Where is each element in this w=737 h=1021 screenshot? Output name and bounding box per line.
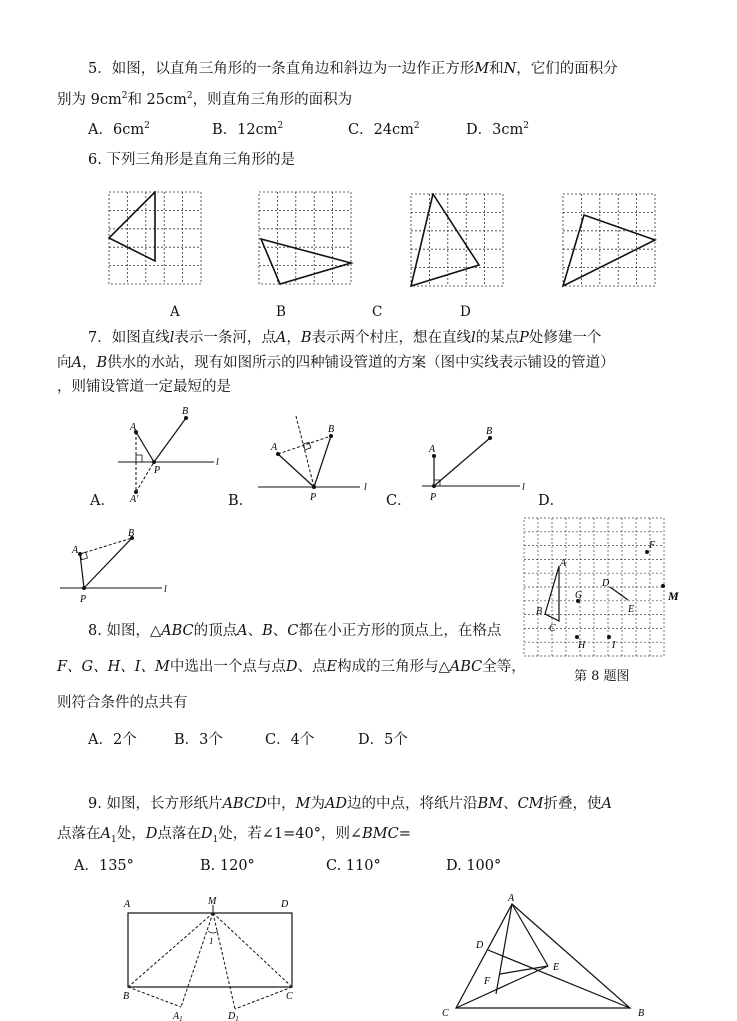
q9f2-label-a: A <box>508 893 515 904</box>
q8-text: 8. 如图， <box>88 623 150 639</box>
q7b-label-p: P <box>310 492 317 503</box>
q7-a: A <box>275 330 287 346</box>
q8-pt-i: I <box>612 640 616 651</box>
q5-option-b-wrap <box>212 122 283 137</box>
q6-stem: 6. 下列三角形是直角三角形的是 <box>88 152 295 168</box>
q5-option-c[interactable]: C．24cm <box>348 121 414 138</box>
q5-sup: 2 <box>186 91 193 101</box>
q9f1-label-one: 1 <box>209 936 214 946</box>
q8-line3: 则符合条件的点共有 <box>57 695 188 711</box>
q8-line1 <box>88 624 501 639</box>
q8-e: E <box>326 659 338 675</box>
q6-grid-a[interactable] <box>108 191 204 287</box>
q9-a1: A <box>100 826 111 842</box>
q7-text: 表示一条河，点 <box>174 330 276 346</box>
q6-label-a[interactable]: A <box>170 304 180 320</box>
q9f1-label-b: B <box>123 991 130 1002</box>
q9f2-label-f: F <box>484 976 491 987</box>
q5-line2 <box>57 92 352 107</box>
q9f1-label-a: A <box>124 899 131 910</box>
q6-label-b[interactable]: B <box>276 304 286 320</box>
q9f1-label-d1: $D_1$ <box>228 1011 239 1021</box>
q7-comma: ， <box>81 355 97 371</box>
q8-a: A <box>237 623 248 639</box>
q5-area1: 别为 9cm <box>57 91 122 108</box>
q6-triangle-b <box>261 239 351 284</box>
q7-text: 向 <box>57 355 72 371</box>
q5-sup: 2 <box>413 121 420 131</box>
q8-pt-e: E <box>628 604 635 615</box>
q8-option-b[interactable]: B．3个 <box>174 732 223 748</box>
q9-text: 折叠，使 <box>543 796 602 812</box>
q9-text: 边的中点，将纸片沿 <box>347 796 478 812</box>
q9-abcd: ABCD <box>222 796 267 812</box>
q7a-label-a: A <box>130 422 137 433</box>
q7d-label-a: A <box>72 545 79 556</box>
q8-option-c[interactable]: C．4个 <box>265 732 315 748</box>
q7-line1 <box>88 331 601 346</box>
q8-dun: 、 <box>247 623 263 639</box>
q9-figure-triangle <box>436 890 652 1021</box>
q9-sub: 1 <box>110 834 117 845</box>
q7c-label-a: A <box>429 444 436 455</box>
q8-dun: 、 <box>272 623 288 639</box>
q9-figure-rectangle <box>118 893 308 1021</box>
q5-n: N <box>503 61 517 77</box>
q7-option-d[interactable]: D． <box>538 493 565 509</box>
q7d-label-b: B <box>128 528 135 539</box>
q7b-label-b: B <box>328 424 335 435</box>
q5-options <box>88 122 150 137</box>
q8-option-d[interactable]: D．5个 <box>358 732 408 748</box>
q9-ad: AD <box>324 796 348 812</box>
q6-triangle-d <box>563 215 655 286</box>
q8-pt-m: M <box>668 589 679 603</box>
q7b-label-a: A <box>271 442 278 453</box>
q9-d1: D <box>200 826 213 842</box>
q8-figure-grid <box>522 516 688 660</box>
q5-option-c-wrap <box>348 122 420 137</box>
q9-option-c[interactable]: C. 110° <box>326 858 381 874</box>
q7d-label-p: P <box>80 594 87 605</box>
q7-option-a[interactable]: A． <box>90 493 115 509</box>
q9-text: 点落在 <box>157 826 201 842</box>
q5-option-a[interactable]: A．6cm <box>88 121 145 138</box>
q8-pt-d: D <box>602 578 610 589</box>
q9-option-d[interactable]: D. 100° <box>446 858 502 874</box>
q7a-label-p: P <box>154 465 161 476</box>
q7-text: 的某点 <box>475 330 520 346</box>
q6-triangle-a <box>109 192 155 261</box>
q6-triangle-c <box>411 194 479 286</box>
q7-figure-c <box>420 424 532 504</box>
q8-points: F、G、H、I、M <box>57 659 170 675</box>
q9-text: 处，若∠1=40°，则∠ <box>218 826 363 842</box>
q5-m: M <box>474 61 490 77</box>
q9-line1 <box>88 797 612 812</box>
q5-text-b: ，它们的面积分 <box>516 61 618 77</box>
q7c-label-p: P <box>430 492 437 503</box>
q8-pt-g: G <box>575 590 583 601</box>
q7-text: 表示两个村庄，想在直线 <box>311 330 472 346</box>
q6-grid-b[interactable] <box>258 191 354 287</box>
q7-option-c[interactable]: C． <box>386 493 412 509</box>
q8-option-a[interactable]: A．2个 <box>88 732 137 748</box>
q9-bm: BM <box>477 796 504 812</box>
q7-l: l <box>471 330 476 346</box>
q8-pt-c: C <box>549 623 556 634</box>
q8-fig-caption: 第 8 题图 <box>574 669 630 684</box>
q9-cm: CM <box>517 796 544 812</box>
q8-line2 <box>57 660 526 675</box>
q9f2-label-c: C <box>442 1008 449 1019</box>
q8-tri: △ABC <box>438 659 483 675</box>
q5-sup: 2 <box>144 121 150 131</box>
q9-m: M <box>295 796 311 812</box>
q5-ask: ，则直角三角形的面积为 <box>192 91 353 108</box>
q8-text: 中选出一个点与点 <box>169 659 286 675</box>
q5-area2: 和 25cm <box>127 91 187 108</box>
q5-option-b[interactable]: B．12cm <box>212 121 278 138</box>
q7-figure-b <box>256 414 376 504</box>
q9f1-label-d: D <box>281 899 289 910</box>
q9f2-label-e: E <box>553 962 560 973</box>
q9f1-label-c: C <box>286 991 293 1002</box>
q7b-label-l: l <box>364 482 367 493</box>
q7c-label-b: B <box>486 426 493 437</box>
q8-pt-h: H <box>578 640 586 651</box>
q7-p: P <box>519 330 529 346</box>
q5-line1 <box>88 62 618 77</box>
q7-b: B <box>300 330 312 346</box>
q9-a: A <box>601 796 612 812</box>
q8-text: 的顶点 <box>193 623 238 639</box>
q7-figure-d <box>58 526 182 608</box>
q9-text: 为 <box>310 796 325 812</box>
q5-sup: 2 <box>277 121 284 131</box>
q9-text: 处， <box>116 826 146 842</box>
q8-pt-f: F <box>649 540 656 551</box>
q7-line2 <box>57 356 615 371</box>
q7-text: 供水的水站，现有如图所示的四种铺设管道的方案（图中实线表示铺设的管道） <box>107 355 615 371</box>
q5-sup: 2 <box>523 121 529 131</box>
q8-b: B <box>262 623 273 639</box>
q7a-label-b: B <box>182 406 189 417</box>
q7a-label-ap: A′ <box>130 494 139 504</box>
q6-grid-c[interactable] <box>410 193 506 289</box>
q5-option-d-wrap <box>466 122 529 137</box>
q8-d: D <box>285 659 298 675</box>
q9f1-label-a1: $A_1$ <box>173 1011 183 1021</box>
q9-eq: = <box>398 826 411 842</box>
q5-sup: 2 <box>121 91 128 101</box>
q7-b: B <box>96 355 108 371</box>
q9-sub: 1 <box>212 834 219 845</box>
q7-l: l <box>169 330 175 346</box>
q7c-label-l: l <box>522 482 525 493</box>
q7-line3: ，则铺设管道一定最短的是 <box>57 379 231 395</box>
q9f2-label-d: D <box>476 940 484 951</box>
q7-figure-a <box>116 404 226 504</box>
q9-option-b[interactable]: B. 120° <box>200 858 255 874</box>
q9-text: 点落在 <box>57 826 101 842</box>
q8-text: 全等， <box>482 659 526 675</box>
q5-and: 和 <box>489 61 504 77</box>
q8-tri: △ABC <box>149 623 194 639</box>
q5-text: 5．如图，以直角三角形的一条直角边和斜边为一边作正方形 <box>88 61 475 77</box>
q7-text: 处修建一个 <box>528 330 602 346</box>
q8-c: C <box>287 623 299 639</box>
q7-option-b[interactable]: B． <box>228 493 254 509</box>
q7-comma: ， <box>286 330 301 346</box>
q6-grid-d[interactable] <box>562 193 658 289</box>
q9f1-label-m: M <box>208 896 217 907</box>
q8-text: 构成的三角形与 <box>337 659 439 675</box>
q9-dun: 、 <box>503 796 518 812</box>
q7a-label-l: l <box>216 457 219 468</box>
q9f2-label-b: B <box>638 1008 645 1019</box>
q8-text: 、点 <box>297 659 327 675</box>
q8-pt-b: B <box>536 606 543 617</box>
q7d-label-l: l <box>164 584 167 595</box>
q7-a: A <box>71 355 82 371</box>
q7-text: 7．如图直线 <box>88 330 170 346</box>
q9-bmc: BMC <box>362 826 399 842</box>
q5-option-d[interactable]: D．3cm <box>466 121 524 138</box>
q8-pt-a: A <box>560 558 567 569</box>
q9-option-a[interactable]: A．135° <box>74 858 134 874</box>
q6-label-d[interactable]: D <box>460 304 471 320</box>
q9-text: 中， <box>266 796 296 812</box>
q9-text: 9. 如图，长方形纸片 <box>88 796 223 812</box>
q8-text: 都在小正方形的顶点上，在格点 <box>298 623 502 639</box>
q9-d: D <box>145 826 158 842</box>
q6-label-c[interactable]: C <box>372 304 383 320</box>
q9-line2 <box>57 827 411 845</box>
